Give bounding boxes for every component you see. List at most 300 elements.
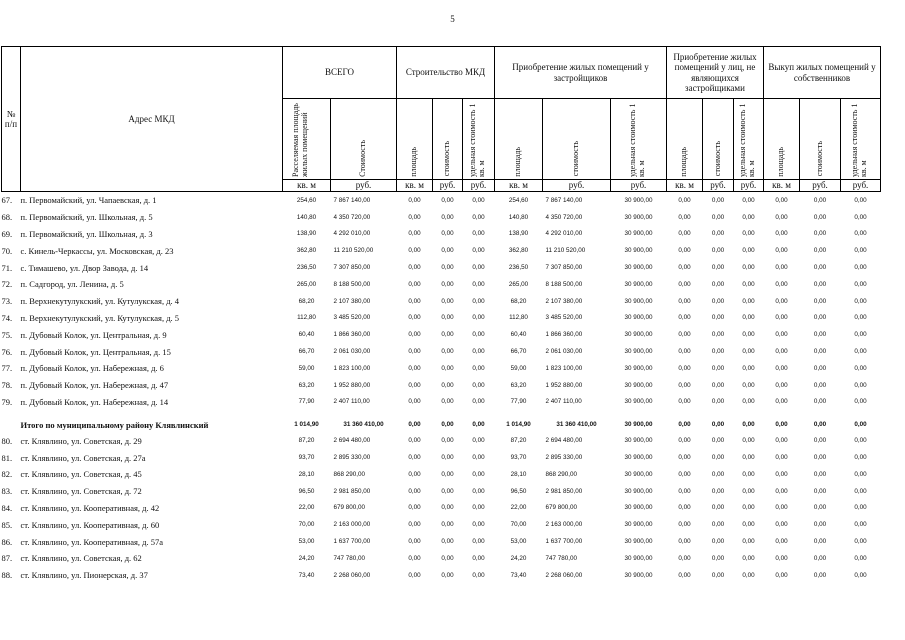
row-value: 0,00 bbox=[678, 571, 691, 579]
row-value: 0,00 bbox=[711, 264, 725, 272]
row-value: 66,70 bbox=[298, 348, 315, 356]
row-value: 0,00 bbox=[813, 348, 827, 356]
row-value: 63,20 bbox=[298, 381, 315, 389]
row-value: 0,00 bbox=[472, 554, 485, 562]
row-value: 0,00 bbox=[742, 213, 755, 221]
row-value: 0,00 bbox=[678, 554, 691, 562]
row-value: 0,00 bbox=[678, 247, 691, 255]
unit-header: руб. bbox=[734, 180, 764, 192]
row-value: 0,00 bbox=[854, 280, 867, 288]
row-value: 30 900,00 bbox=[624, 196, 653, 204]
row-value: 0,00 bbox=[711, 554, 725, 562]
group-total-header: ВСЕГО bbox=[283, 47, 397, 99]
row-value: 0,00 bbox=[408, 437, 421, 445]
row-value: 140,80 bbox=[296, 213, 317, 221]
row-value: 0,00 bbox=[775, 348, 788, 356]
row-value: 0,00 bbox=[813, 470, 827, 478]
row-value: 0,00 bbox=[813, 331, 827, 339]
row-value: 0,00 bbox=[711, 454, 725, 462]
row-value: 140,80 bbox=[508, 213, 529, 221]
sub-header: стоимость bbox=[800, 99, 841, 180]
row-value: 30 900,00 bbox=[624, 487, 653, 495]
row-number: 72. bbox=[1, 279, 13, 290]
row-number: 85. bbox=[1, 519, 13, 530]
row-value: 2 407 110,00 bbox=[545, 398, 582, 406]
sub-header: Расселяемая площадь жилых помещений bbox=[283, 99, 331, 180]
row-value: 0,00 bbox=[775, 364, 788, 372]
row-number: 69. bbox=[1, 228, 13, 239]
row-value: 1 952 880,00 bbox=[333, 381, 371, 389]
row-value: 0,00 bbox=[854, 381, 867, 389]
row-value: 112,80 bbox=[509, 314, 528, 322]
group-buyout-header: Выкуп жилых помещений у собственников bbox=[764, 47, 881, 99]
row-value: 0,00 bbox=[441, 470, 454, 478]
row-value: 30 900,00 bbox=[624, 297, 653, 305]
total-value: 0,00 bbox=[854, 421, 867, 429]
row-value: 679 800,00 bbox=[545, 504, 578, 512]
sub-header: удельная стоимость 1 кв. м bbox=[611, 99, 667, 180]
row-address: п. Дубовый Колок, ул. Центральная, д. 15 bbox=[20, 346, 171, 357]
table-row bbox=[2, 343, 881, 360]
row-value: 0,00 bbox=[472, 348, 485, 356]
row-value: 0,00 bbox=[441, 213, 454, 221]
row-value: 0,00 bbox=[678, 521, 691, 529]
row-value: 0,00 bbox=[775, 280, 788, 288]
row-value: 0,00 bbox=[742, 521, 755, 529]
row-value: 96,50 bbox=[510, 487, 527, 495]
row-value: 0,00 bbox=[854, 454, 867, 462]
row-value: 30 900,00 bbox=[624, 348, 653, 356]
row-value: 0,00 bbox=[711, 521, 725, 529]
row-value: 0,00 bbox=[711, 470, 725, 478]
row-value: 0,00 bbox=[813, 538, 827, 546]
row-value: 0,00 bbox=[472, 264, 485, 272]
row-value: 0,00 bbox=[711, 297, 725, 305]
row-value: 0,00 bbox=[678, 230, 691, 238]
row-value: 0,00 bbox=[441, 437, 454, 445]
row-address: п. Верхнекутулукский, ул. Кутулукская, д. 4 bbox=[20, 296, 180, 307]
row-value: 0,00 bbox=[408, 571, 421, 579]
row-value: 0,00 bbox=[813, 487, 827, 495]
row-value: 0,00 bbox=[678, 297, 691, 305]
row-value: 0,00 bbox=[678, 487, 691, 495]
table-body bbox=[2, 192, 881, 584]
unit-header: руб. bbox=[463, 180, 495, 192]
row-value: 0,00 bbox=[408, 331, 421, 339]
row-address: п. Дубовый Колок, ул. Центральная, д. 9 bbox=[20, 329, 167, 340]
page-number: 5 bbox=[450, 14, 455, 24]
unit-header: руб. bbox=[433, 180, 463, 192]
table-row bbox=[2, 276, 881, 293]
row-value: 0,00 bbox=[408, 398, 421, 406]
unit-header: кв. м bbox=[495, 180, 543, 192]
row-number: 79. bbox=[1, 396, 13, 407]
row-value: 0,00 bbox=[854, 554, 867, 562]
row-value: 0,00 bbox=[678, 504, 691, 512]
sub-header: площадь bbox=[764, 99, 800, 180]
row-value: 0,00 bbox=[742, 504, 755, 512]
row-value: 7 307 850,00 bbox=[545, 264, 583, 272]
row-value: 0,00 bbox=[711, 538, 725, 546]
row-value: 93,70 bbox=[510, 454, 527, 462]
row-value: 0,00 bbox=[854, 398, 867, 406]
row-value: 30 900,00 bbox=[624, 247, 653, 255]
row-value: 0,00 bbox=[775, 504, 788, 512]
row-value: 0,00 bbox=[678, 264, 691, 272]
row-value: 0,00 bbox=[813, 381, 827, 389]
row-value: 2 107 380,00 bbox=[333, 297, 371, 305]
row-value: 0,00 bbox=[711, 331, 725, 339]
row-value: 1 952 880,00 bbox=[545, 381, 583, 389]
row-address: п. Дубовый Колок, ул. Набережная, д. 6 bbox=[20, 363, 164, 374]
row-value: 0,00 bbox=[813, 230, 827, 238]
row-address: ст. Клявлино, ул. Советская, д. 62 bbox=[20, 553, 142, 564]
row-address: с. Тимашево, ул. Двор Завода, д. 14 bbox=[20, 262, 149, 273]
row-number: 81. bbox=[1, 452, 13, 463]
row-value: 2 981 850,00 bbox=[545, 487, 583, 495]
row-value: 0,00 bbox=[472, 364, 485, 372]
row-value: 1 823 100,00 bbox=[333, 364, 371, 372]
table-row bbox=[2, 394, 881, 411]
total-value: 1 014,90 bbox=[294, 421, 319, 429]
group-dev-header: Приобретение жилых помещений у застройщиков bbox=[495, 47, 667, 99]
row-value: 0,00 bbox=[441, 398, 454, 406]
row-address: ст. Клявлино, ул. Советская, д. 27а bbox=[20, 452, 146, 463]
row-value: 0,00 bbox=[441, 554, 454, 562]
row-value: 4 350 720,00 bbox=[333, 213, 371, 221]
row-number: 71. bbox=[1, 262, 13, 273]
row-number: 77. bbox=[1, 363, 13, 374]
total-value: 0,00 bbox=[408, 421, 421, 429]
row-value: 0,00 bbox=[472, 196, 485, 204]
row-value: 30 900,00 bbox=[624, 331, 653, 339]
row-number: 88. bbox=[1, 570, 13, 581]
row-value: 0,00 bbox=[711, 314, 725, 322]
unit-header: кв. м bbox=[667, 180, 703, 192]
row-value: 30 900,00 bbox=[624, 504, 653, 512]
row-value: 0,00 bbox=[742, 364, 755, 372]
unit-header: кв. м bbox=[397, 180, 433, 192]
table-row bbox=[2, 209, 881, 226]
row-value: 30 900,00 bbox=[624, 381, 653, 389]
row-value: 2 061 030,00 bbox=[333, 348, 371, 356]
row-value: 1 637 700,00 bbox=[545, 538, 583, 546]
row-value: 68,20 bbox=[298, 297, 315, 305]
row-value: 4 292 010,00 bbox=[333, 230, 371, 238]
table-row bbox=[2, 326, 881, 343]
sub-header: площадь bbox=[667, 99, 703, 180]
row-value: 22,00 bbox=[298, 504, 315, 512]
row-value: 362,80 bbox=[508, 247, 529, 255]
row-value: 2 895 330,00 bbox=[545, 454, 583, 462]
row-value: 0,00 bbox=[678, 196, 691, 204]
row-value: 2 061 030,00 bbox=[545, 348, 583, 356]
row-value: 0,00 bbox=[441, 348, 454, 356]
row-number: 80. bbox=[1, 435, 13, 446]
row-value: 0,00 bbox=[711, 571, 725, 579]
sub-header: стоимость bbox=[703, 99, 734, 180]
row-value: 0,00 bbox=[441, 521, 454, 529]
row-address: п. Дубовый Колок, ул. Набережная, д. 47 bbox=[20, 380, 169, 391]
spacer-cell bbox=[2, 410, 881, 417]
group-build-header: Строительство МКД bbox=[397, 47, 495, 99]
row-value: 0,00 bbox=[678, 470, 691, 478]
row-value: 0,00 bbox=[854, 571, 867, 579]
row-address: ст. Клявлино, ул. Советская, д. 72 bbox=[20, 486, 142, 497]
row-value: 87,20 bbox=[510, 437, 527, 445]
row-value: 0,00 bbox=[408, 504, 421, 512]
total-value: 0,00 bbox=[813, 421, 827, 429]
total-label: Итого по муниципальному району Клявлинский bbox=[20, 419, 209, 430]
row-value: 0,00 bbox=[472, 213, 485, 221]
row-address: п. Первомайский, ул. Школьная, д. 5 bbox=[20, 212, 153, 223]
row-value: 0,00 bbox=[742, 538, 755, 546]
row-value: 8 188 500,00 bbox=[333, 280, 371, 288]
row-value: 0,00 bbox=[408, 348, 421, 356]
row-value: 30 900,00 bbox=[624, 364, 653, 372]
row-number: 76. bbox=[1, 346, 13, 357]
row-value: 236,50 bbox=[508, 264, 529, 272]
row-value: 0,00 bbox=[742, 247, 755, 255]
row-value: 747 780,00 bbox=[333, 554, 366, 562]
row-value: 53,00 bbox=[298, 538, 315, 546]
row-value: 2 981 850,00 bbox=[333, 487, 371, 495]
row-value: 2 407 110,00 bbox=[333, 398, 370, 406]
row-value: 0,00 bbox=[711, 280, 725, 288]
row-value: 30 900,00 bbox=[624, 398, 653, 406]
row-value: 0,00 bbox=[854, 331, 867, 339]
sub-header: удельная стоимость 1 кв. м bbox=[841, 99, 881, 180]
table-row bbox=[2, 449, 881, 466]
row-value: 0,00 bbox=[813, 454, 827, 462]
row-value: 93,70 bbox=[298, 454, 315, 462]
row-value: 0,00 bbox=[408, 264, 421, 272]
row-value: 8 188 500,00 bbox=[545, 280, 583, 288]
row-value: 3 485 520,00 bbox=[545, 314, 583, 322]
row-value: 0,00 bbox=[678, 348, 691, 356]
row-value: 0,00 bbox=[742, 196, 755, 204]
table-row bbox=[2, 192, 881, 209]
row-value: 0,00 bbox=[678, 538, 691, 546]
row-value: 0,00 bbox=[742, 454, 755, 462]
row-value: 0,00 bbox=[441, 487, 454, 495]
row-value: 0,00 bbox=[441, 381, 454, 389]
row-value: 22,00 bbox=[510, 504, 527, 512]
row-value: 265,00 bbox=[296, 280, 317, 288]
unit-header: руб. bbox=[841, 180, 881, 192]
table-row bbox=[2, 483, 881, 500]
table-row bbox=[2, 377, 881, 394]
row-number: 73. bbox=[1, 296, 13, 307]
row-value: 0,00 bbox=[408, 297, 421, 305]
row-value: 68,20 bbox=[510, 297, 527, 305]
row-number: 78. bbox=[1, 380, 13, 391]
row-value: 0,00 bbox=[472, 437, 485, 445]
row-value: 2 268 060,00 bbox=[545, 571, 583, 579]
row-value: 0,00 bbox=[854, 196, 867, 204]
row-value: 0,00 bbox=[472, 398, 485, 406]
row-value: 30 900,00 bbox=[624, 538, 653, 546]
row-value: 0,00 bbox=[441, 196, 454, 204]
row-value: 0,00 bbox=[813, 437, 827, 445]
row-value: 0,00 bbox=[854, 504, 867, 512]
row-value: 0,00 bbox=[742, 280, 755, 288]
sub-header: площадь bbox=[397, 99, 433, 180]
unit-header: руб. bbox=[611, 180, 667, 192]
unit-header: руб. bbox=[703, 180, 734, 192]
row-value: 0,00 bbox=[854, 297, 867, 305]
row-value: 1 866 360,00 bbox=[333, 331, 371, 339]
row-value: 0,00 bbox=[678, 213, 691, 221]
row-value: 0,00 bbox=[711, 196, 725, 204]
spacer-row bbox=[2, 410, 881, 417]
row-value: 0,00 bbox=[472, 280, 485, 288]
row-value: 747 780,00 bbox=[545, 554, 578, 562]
row-value: 0,00 bbox=[742, 571, 755, 579]
table-row bbox=[2, 293, 881, 310]
row-value: 28,10 bbox=[298, 470, 315, 478]
row-number: 70. bbox=[1, 245, 13, 256]
row-value: 60,40 bbox=[298, 331, 315, 339]
row-value: 0,00 bbox=[742, 487, 755, 495]
unit-header: кв. м bbox=[283, 180, 331, 192]
row-value: 0,00 bbox=[775, 470, 788, 478]
row-value: 0,00 bbox=[441, 264, 454, 272]
row-value: 254,60 bbox=[296, 196, 317, 204]
row-value: 0,00 bbox=[408, 521, 421, 529]
row-value: 0,00 bbox=[742, 381, 755, 389]
row-value: 0,00 bbox=[775, 538, 788, 546]
row-value: 265,00 bbox=[508, 280, 529, 288]
table-row bbox=[2, 516, 881, 533]
row-value: 3 485 520,00 bbox=[333, 314, 371, 322]
row-value: 24,20 bbox=[298, 554, 315, 562]
row-value: 59,00 bbox=[298, 364, 315, 372]
row-value: 0,00 bbox=[854, 470, 867, 478]
row-value: 0,00 bbox=[408, 280, 421, 288]
row-value: 7 867 140,00 bbox=[545, 196, 583, 204]
row-value: 0,00 bbox=[854, 230, 867, 238]
row-value: 0,00 bbox=[854, 247, 867, 255]
sub-header: стоимость bbox=[543, 99, 611, 180]
row-value: 0,00 bbox=[441, 314, 454, 322]
row-address: с. Кинель-Черкассы, ул. Московская, д. 23 bbox=[20, 245, 174, 256]
row-value: 0,00 bbox=[775, 437, 788, 445]
row-value: 0,00 bbox=[408, 487, 421, 495]
total-number bbox=[2, 417, 21, 432]
row-value: 679 800,00 bbox=[333, 504, 366, 512]
row-value: 0,00 bbox=[854, 437, 867, 445]
unit-header: руб. bbox=[331, 180, 397, 192]
row-value: 70,00 bbox=[510, 521, 527, 529]
row-value: 0,00 bbox=[441, 247, 454, 255]
table-row bbox=[2, 550, 881, 567]
row-value: 4 292 010,00 bbox=[545, 230, 583, 238]
row-value: 30 900,00 bbox=[624, 230, 653, 238]
row-value: 0,00 bbox=[742, 437, 755, 445]
row-value: 0,00 bbox=[775, 454, 788, 462]
row-value: 362,80 bbox=[296, 247, 317, 255]
row-value: 0,00 bbox=[711, 364, 725, 372]
row-value: 0,00 bbox=[742, 297, 755, 305]
row-value: 2 163 000,00 bbox=[333, 521, 371, 529]
row-value: 1 637 700,00 bbox=[333, 538, 371, 546]
row-value: 0,00 bbox=[472, 470, 485, 478]
row-address: п. Садгород, ул. Ленина, д. 5 bbox=[20, 279, 124, 290]
row-value: 0,00 bbox=[854, 314, 867, 322]
table-row bbox=[2, 226, 881, 243]
row-value: 30 900,00 bbox=[624, 314, 653, 322]
row-value: 0,00 bbox=[711, 398, 725, 406]
row-value: 96,50 bbox=[298, 487, 315, 495]
row-address: п. Первомайский, ул. Чапаевская, д. 1 bbox=[20, 195, 157, 206]
row-value: 0,00 bbox=[854, 213, 867, 221]
row-value: 0,00 bbox=[678, 437, 691, 445]
row-value: 11 210 520,00 bbox=[545, 247, 586, 255]
row-value: 0,00 bbox=[408, 554, 421, 562]
row-value: 0,00 bbox=[775, 264, 788, 272]
row-value: 2 694 480,00 bbox=[545, 437, 583, 445]
row-value: 0,00 bbox=[742, 331, 755, 339]
row-value: 0,00 bbox=[775, 196, 788, 204]
row-value: 0,00 bbox=[813, 196, 827, 204]
row-value: 0,00 bbox=[775, 247, 788, 255]
row-value: 0,00 bbox=[742, 398, 755, 406]
row-value: 0,00 bbox=[775, 571, 788, 579]
row-number: 75. bbox=[1, 329, 13, 340]
row-value: 0,00 bbox=[441, 230, 454, 238]
row-value: 0,00 bbox=[472, 297, 485, 305]
row-value: 0,00 bbox=[854, 364, 867, 372]
row-value: 0,00 bbox=[408, 247, 421, 255]
row-value: 0,00 bbox=[813, 521, 827, 529]
row-value: 0,00 bbox=[678, 454, 691, 462]
row-value: 0,00 bbox=[408, 364, 421, 372]
unit-header: кв. м bbox=[764, 180, 800, 192]
row-value: 0,00 bbox=[441, 538, 454, 546]
row-value: 73,40 bbox=[510, 571, 527, 579]
row-value: 30 900,00 bbox=[624, 213, 653, 221]
row-value: 0,00 bbox=[408, 213, 421, 221]
row-value: 73,40 bbox=[298, 571, 315, 579]
row-value: 0,00 bbox=[854, 538, 867, 546]
row-value: 0,00 bbox=[813, 364, 827, 372]
row-value: 0,00 bbox=[854, 264, 867, 272]
row-value: 0,00 bbox=[813, 314, 827, 322]
row-number: 87. bbox=[1, 553, 13, 564]
row-value: 0,00 bbox=[742, 314, 755, 322]
unit-header: руб. bbox=[543, 180, 611, 192]
table-row bbox=[2, 500, 881, 517]
row-value: 0,00 bbox=[678, 280, 691, 288]
row-value: 7 307 850,00 bbox=[333, 264, 371, 272]
row-value: 30 900,00 bbox=[624, 280, 653, 288]
row-value: 0,00 bbox=[441, 571, 454, 579]
row-value: 0,00 bbox=[711, 230, 725, 238]
total-value: 0,00 bbox=[441, 421, 454, 429]
total-value: 31 360 410,00 bbox=[556, 421, 597, 429]
row-value: 0,00 bbox=[813, 504, 827, 512]
row-value: 30 900,00 bbox=[624, 454, 653, 462]
row-value: 0,00 bbox=[441, 297, 454, 305]
row-value: 0,00 bbox=[472, 521, 485, 529]
row-value: 28,10 bbox=[510, 470, 527, 478]
sub-header: Стоимость bbox=[331, 99, 397, 180]
row-address: ст. Клявлино, ул. Пионерская, д. 37 bbox=[20, 570, 148, 581]
sub-header: удельная стоимость 1 кв. м bbox=[463, 99, 495, 180]
row-value: 2 163 000,00 bbox=[545, 521, 583, 529]
row-value: 0,00 bbox=[472, 487, 485, 495]
